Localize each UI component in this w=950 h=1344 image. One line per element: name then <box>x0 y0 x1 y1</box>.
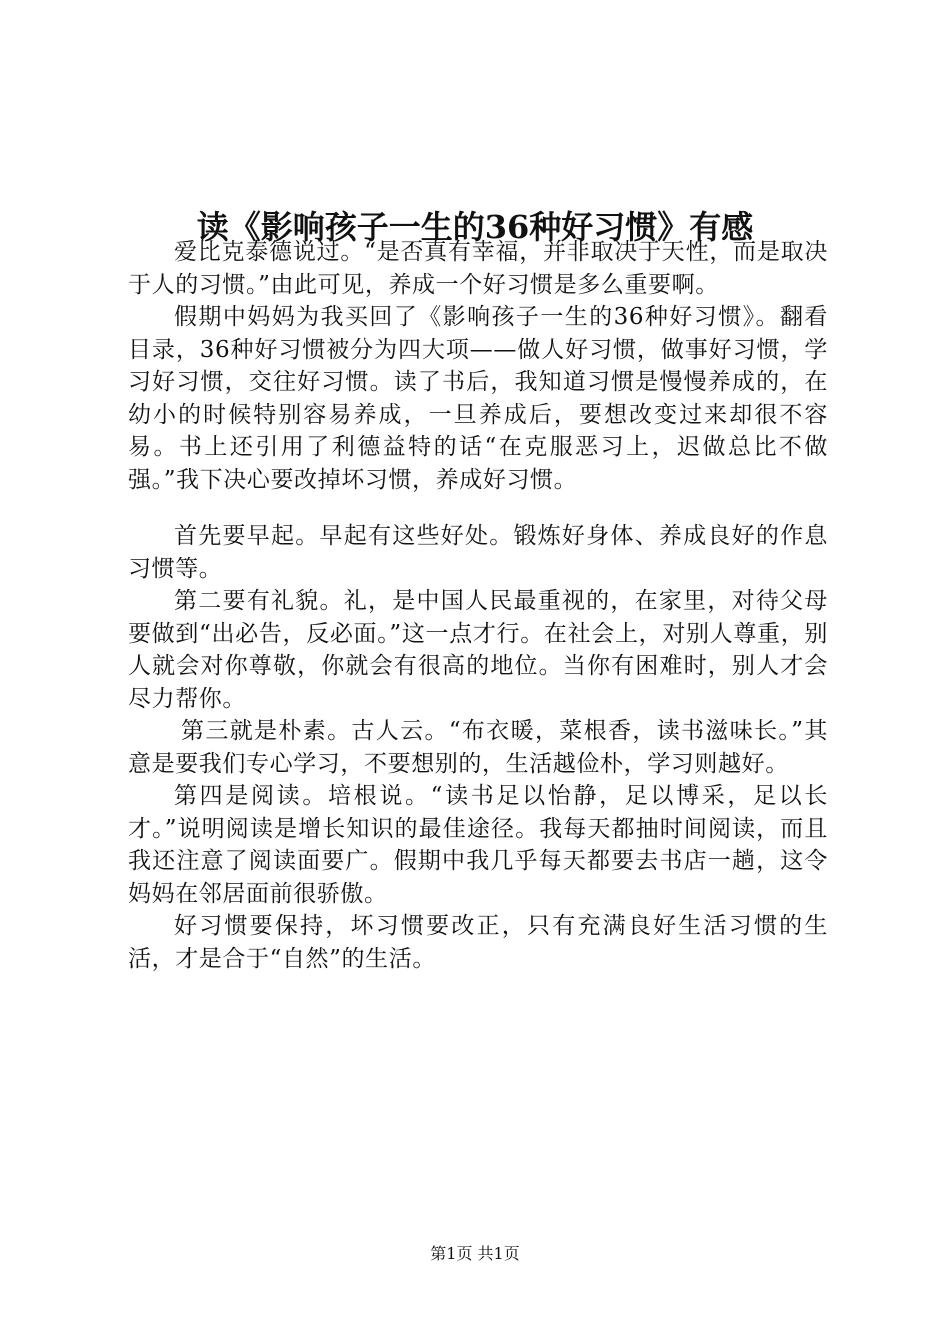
document-body <box>128 236 828 975</box>
paragraph-simplicity: 第三就是朴素。古人云。“布衣暖，菜根香，读书滋味长。”其意是要我们专心学习，不要想别的，生活越俭朴，学习则越好。 <box>128 718 828 777</box>
page-number: 第1页 共1页 <box>430 1244 520 1263</box>
paragraph-reading: 第四是阅读。培根说。“读书足以怡静，足以博采，足以长才。”说明阅读是增长知识的最佳途径。我每天都抽时间阅读，而且我还注意了阅读面要广。假期中我几乎每天都要去书店一趟，这令妈妈在邻居面前很骄傲。 <box>128 783 828 907</box>
paragraph-book: 假期中妈妈为我买回了《影响孩子一生的36种好习惯》。翻看目录，36种好习惯被分为四大项——做人好习惯，做事好习惯，学习好习惯，交往好习惯。读了书后，我知道习惯是慢慢养成的，在幼小的时候特别容易养成，一旦养成后，要想改变过来却很不容易。书上还引用了利德益特的话“在克服恶习上，迟做总比不做强。”我下决心要改掉坏习惯，养成好习惯。 <box>128 304 828 493</box>
paragraph-early-rising: 首先要早起。早起有这些好处。锻炼好身体、养成良好的作息习惯等。 <box>128 523 828 582</box>
paragraph-conclusion: 好习惯要保持，坏习惯要改正，只有充满良好生活习惯的生活，才是合于“自然”的生活。 <box>128 913 828 972</box>
paragraph-politeness: 第二要有礼貌。礼，是中国人民最重视的，在家里，对待父母要做到“出必告，反必面。”这一点才行。在社会上，对别人尊重，别人就会对你尊敬，你就会有很高的地位。当你有困难时，别人才会尽力帮你。 <box>128 588 828 712</box>
document-title: 读《影响孩子一生的36种好习惯》有感 <box>196 208 754 247</box>
paragraph-intro: 爱比克泰德说过。“是否真有幸福，并非取决于天性，而是取决于人的习惯。”由此可见，养成一个好习惯是多么重要啊。 <box>128 239 828 298</box>
